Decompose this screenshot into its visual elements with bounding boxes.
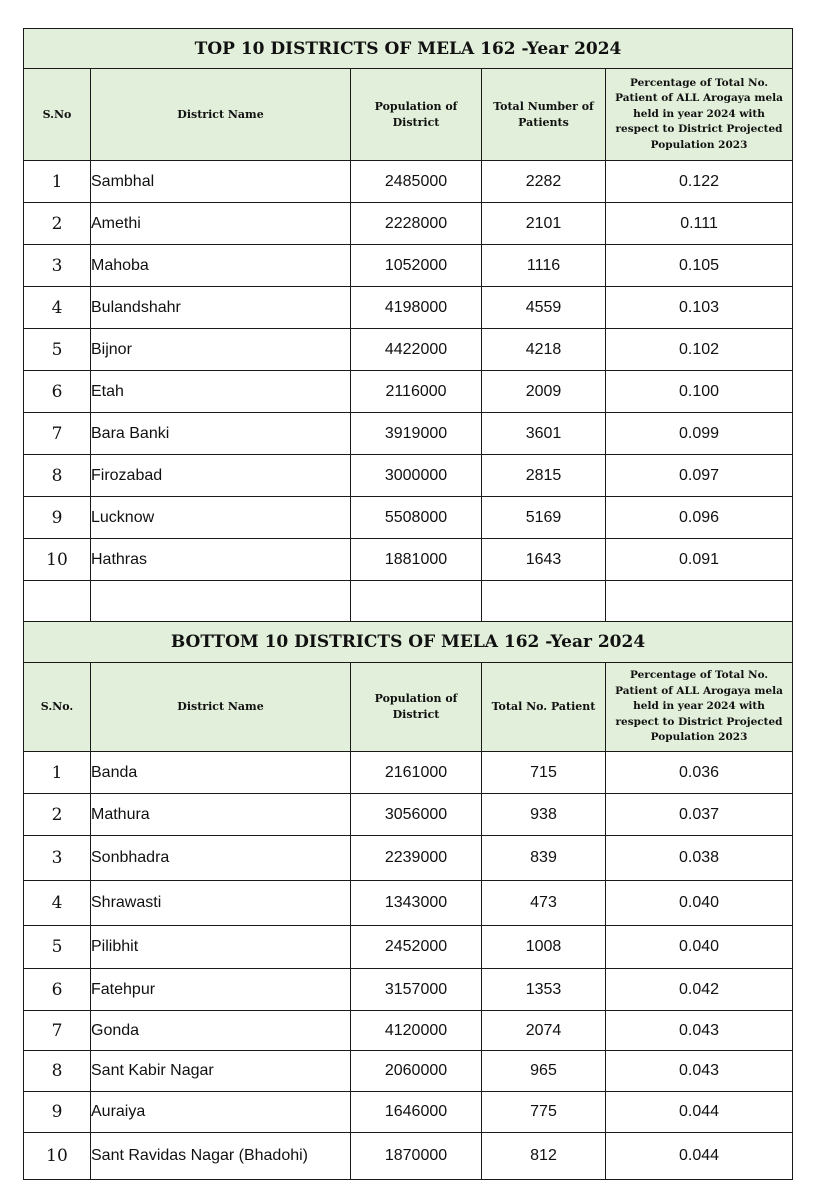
bottom-cell-population: 2161000 xyxy=(351,752,482,794)
top-cell-population: 2485000 xyxy=(351,161,482,203)
bottom-header-population: Population of District xyxy=(351,663,482,752)
top-cell-percentage: 0.105 xyxy=(606,245,793,287)
top-cell-patients: 2009 xyxy=(482,371,606,413)
top-cell-district: Firozabad xyxy=(91,455,351,497)
top-cell-percentage: 0.103 xyxy=(606,287,793,329)
bottom-table-row xyxy=(24,1092,793,1133)
bottom-cell-population: 2239000 xyxy=(351,836,482,881)
bottom-table-row xyxy=(24,1133,793,1180)
top-table-row xyxy=(24,287,793,329)
top-cell-population: 3000000 xyxy=(351,455,482,497)
bottom-cell-sno: 5 xyxy=(24,926,91,969)
bottom-header-sno: S.No. xyxy=(24,663,91,752)
top-table-row xyxy=(24,413,793,455)
top-cell-district: Bara Banki xyxy=(91,413,351,455)
top-cell-population: 1881000 xyxy=(351,539,482,581)
bottom-cell-population: 4120000 xyxy=(351,1011,482,1051)
bottom-cell-population: 1343000 xyxy=(351,881,482,926)
bottom-cell-percentage: 0.044 xyxy=(606,1133,793,1180)
top-cell-percentage: 0.122 xyxy=(606,161,793,203)
top-cell-district: Etah xyxy=(91,371,351,413)
top-cell-sno: 9 xyxy=(24,497,91,539)
bottom-cell-sno: 6 xyxy=(24,969,91,1011)
top-cell-percentage: 0.111 xyxy=(606,203,793,245)
top-cell-sno: 2 xyxy=(24,203,91,245)
top-header-district: District Name xyxy=(91,69,351,161)
top-cell-population: 2116000 xyxy=(351,371,482,413)
top-cell-patients: 2282 xyxy=(482,161,606,203)
top-cell-percentage: 0.102 xyxy=(606,329,793,371)
top-cell-percentage: 0.097 xyxy=(606,455,793,497)
empty-cell xyxy=(91,581,351,622)
top-cell-population: 4198000 xyxy=(351,287,482,329)
top-cell-patients: 1116 xyxy=(482,245,606,287)
bottom-cell-population: 2060000 xyxy=(351,1051,482,1092)
bottom-header-patients: Total No. Patient xyxy=(482,663,606,752)
top-table-row xyxy=(24,371,793,413)
top-cell-district: Amethi xyxy=(91,203,351,245)
bottom-table-row xyxy=(24,969,793,1011)
bottom-cell-percentage: 0.040 xyxy=(606,926,793,969)
bottom-table-row xyxy=(24,1051,793,1092)
bottom-cell-sno: 4 xyxy=(24,881,91,926)
bottom-cell-percentage: 0.043 xyxy=(606,1051,793,1092)
bottom-cell-district: Sant Kabir Nagar xyxy=(91,1051,351,1092)
top-table-row xyxy=(24,329,793,371)
top-cell-sno: 5 xyxy=(24,329,91,371)
bottom-cell-patients: 965 xyxy=(482,1051,606,1092)
top-cell-district: Mahoba xyxy=(91,245,351,287)
top-cell-district: Hathras xyxy=(91,539,351,581)
empty-cell xyxy=(482,581,606,622)
bottom-cell-sno: 9 xyxy=(24,1092,91,1133)
bottom-cell-patients: 812 xyxy=(482,1133,606,1180)
bottom-cell-sno: 8 xyxy=(24,1051,91,1092)
bottom-cell-district: Gonda xyxy=(91,1011,351,1051)
top-cell-district: Lucknow xyxy=(91,497,351,539)
bottom-table-row xyxy=(24,881,793,926)
top-header-sno: S.No xyxy=(24,69,91,161)
bottom-cell-percentage: 0.044 xyxy=(606,1092,793,1133)
bottom-cell-percentage: 0.042 xyxy=(606,969,793,1011)
top-table-row xyxy=(24,455,793,497)
bottom-cell-patients: 1353 xyxy=(482,969,606,1011)
top-cell-population: 3919000 xyxy=(351,413,482,455)
bottom-cell-percentage: 0.040 xyxy=(606,881,793,926)
top-cell-population: 2228000 xyxy=(351,203,482,245)
top-cell-patients: 3601 xyxy=(482,413,606,455)
bottom-table-row xyxy=(24,794,793,836)
top-header-percentage: Percentage of Total No. Patient of ALL Arogaya mela held in year 2024 with respect to District Projected Population 2023 xyxy=(606,69,793,161)
top-header-patients: Total Number of Patients xyxy=(482,69,606,161)
bottom-header-district: District Name xyxy=(91,663,351,752)
top-cell-population: 4422000 xyxy=(351,329,482,371)
top-cell-district: Bijnor xyxy=(91,329,351,371)
bottom-cell-district: Fatehpur xyxy=(91,969,351,1011)
bottom-cell-sno: 2 xyxy=(24,794,91,836)
bottom-cell-patients: 938 xyxy=(482,794,606,836)
bottom-cell-patients: 775 xyxy=(482,1092,606,1133)
spacer-row xyxy=(24,581,793,622)
top-cell-sno: 10 xyxy=(24,539,91,581)
empty-cell xyxy=(606,581,793,622)
top-cell-percentage: 0.100 xyxy=(606,371,793,413)
top-table-row xyxy=(24,161,793,203)
districts-table xyxy=(23,28,793,1180)
bottom-table-row xyxy=(24,926,793,969)
top-table-title: TOP 10 DISTRICTS OF MELA 162 -Year 2024 xyxy=(24,29,793,69)
bottom-cell-percentage: 0.038 xyxy=(606,836,793,881)
top-cell-percentage: 0.099 xyxy=(606,413,793,455)
top-cell-sno: 8 xyxy=(24,455,91,497)
top-cell-patients: 5169 xyxy=(482,497,606,539)
bottom-cell-sno: 10 xyxy=(24,1133,91,1180)
top-table-row xyxy=(24,539,793,581)
bottom-cell-patients: 1008 xyxy=(482,926,606,969)
top-cell-sno: 6 xyxy=(24,371,91,413)
bottom-cell-district: Pilibhit xyxy=(91,926,351,969)
bottom-cell-patients: 839 xyxy=(482,836,606,881)
top-header-row xyxy=(24,69,793,161)
top-cell-percentage: 0.091 xyxy=(606,539,793,581)
empty-cell xyxy=(24,581,91,622)
bottom-cell-population: 1870000 xyxy=(351,1133,482,1180)
bottom-title-row xyxy=(24,622,793,663)
top-cell-patients: 2101 xyxy=(482,203,606,245)
bottom-cell-percentage: 0.037 xyxy=(606,794,793,836)
top-cell-patients: 4559 xyxy=(482,287,606,329)
bottom-cell-district: Sonbhadra xyxy=(91,836,351,881)
bottom-table-title: BOTTOM 10 DISTRICTS OF MELA 162 -Year 2024 xyxy=(24,622,793,663)
bottom-table-row xyxy=(24,1011,793,1051)
top-table-row xyxy=(24,203,793,245)
bottom-table-row xyxy=(24,752,793,794)
bottom-cell-district: Banda xyxy=(91,752,351,794)
top-cell-sno: 4 xyxy=(24,287,91,329)
bottom-cell-patients: 715 xyxy=(482,752,606,794)
bottom-cell-population: 2452000 xyxy=(351,926,482,969)
bottom-cell-district: Sant Ravidas Nagar (Bhadohi) xyxy=(91,1133,351,1180)
bottom-cell-sno: 1 xyxy=(24,752,91,794)
empty-cell xyxy=(351,581,482,622)
bottom-header-row xyxy=(24,663,793,752)
bottom-cell-patients: 2074 xyxy=(482,1011,606,1051)
bottom-cell-patients: 473 xyxy=(482,881,606,926)
bottom-cell-sno: 7 xyxy=(24,1011,91,1051)
bottom-cell-district: Mathura xyxy=(91,794,351,836)
bottom-cell-district: Auraiya xyxy=(91,1092,351,1133)
top-cell-population: 5508000 xyxy=(351,497,482,539)
bottom-cell-population: 1646000 xyxy=(351,1092,482,1133)
top-cell-patients: 2815 xyxy=(482,455,606,497)
top-cell-sno: 1 xyxy=(24,161,91,203)
top-table-row xyxy=(24,497,793,539)
bottom-cell-percentage: 0.043 xyxy=(606,1011,793,1051)
bottom-cell-percentage: 0.036 xyxy=(606,752,793,794)
top-header-population: Population of District xyxy=(351,69,482,161)
bottom-cell-sno: 3 xyxy=(24,836,91,881)
top-cell-district: Sambhal xyxy=(91,161,351,203)
bottom-cell-district: Shrawasti xyxy=(91,881,351,926)
top-cell-sno: 3 xyxy=(24,245,91,287)
bottom-cell-population: 3056000 xyxy=(351,794,482,836)
top-cell-percentage: 0.096 xyxy=(606,497,793,539)
top-title-row xyxy=(24,29,793,69)
top-cell-sno: 7 xyxy=(24,413,91,455)
top-cell-district: Bulandshahr xyxy=(91,287,351,329)
top-cell-population: 1052000 xyxy=(351,245,482,287)
bottom-cell-population: 3157000 xyxy=(351,969,482,1011)
bottom-table-row xyxy=(24,836,793,881)
bottom-header-percentage: Percentage of Total No. Patient of ALL Arogaya mela held in year 2024 with respect to District Projected Population 2023 xyxy=(606,663,793,752)
top-cell-patients: 1643 xyxy=(482,539,606,581)
top-cell-patients: 4218 xyxy=(482,329,606,371)
top-table-row xyxy=(24,245,793,287)
